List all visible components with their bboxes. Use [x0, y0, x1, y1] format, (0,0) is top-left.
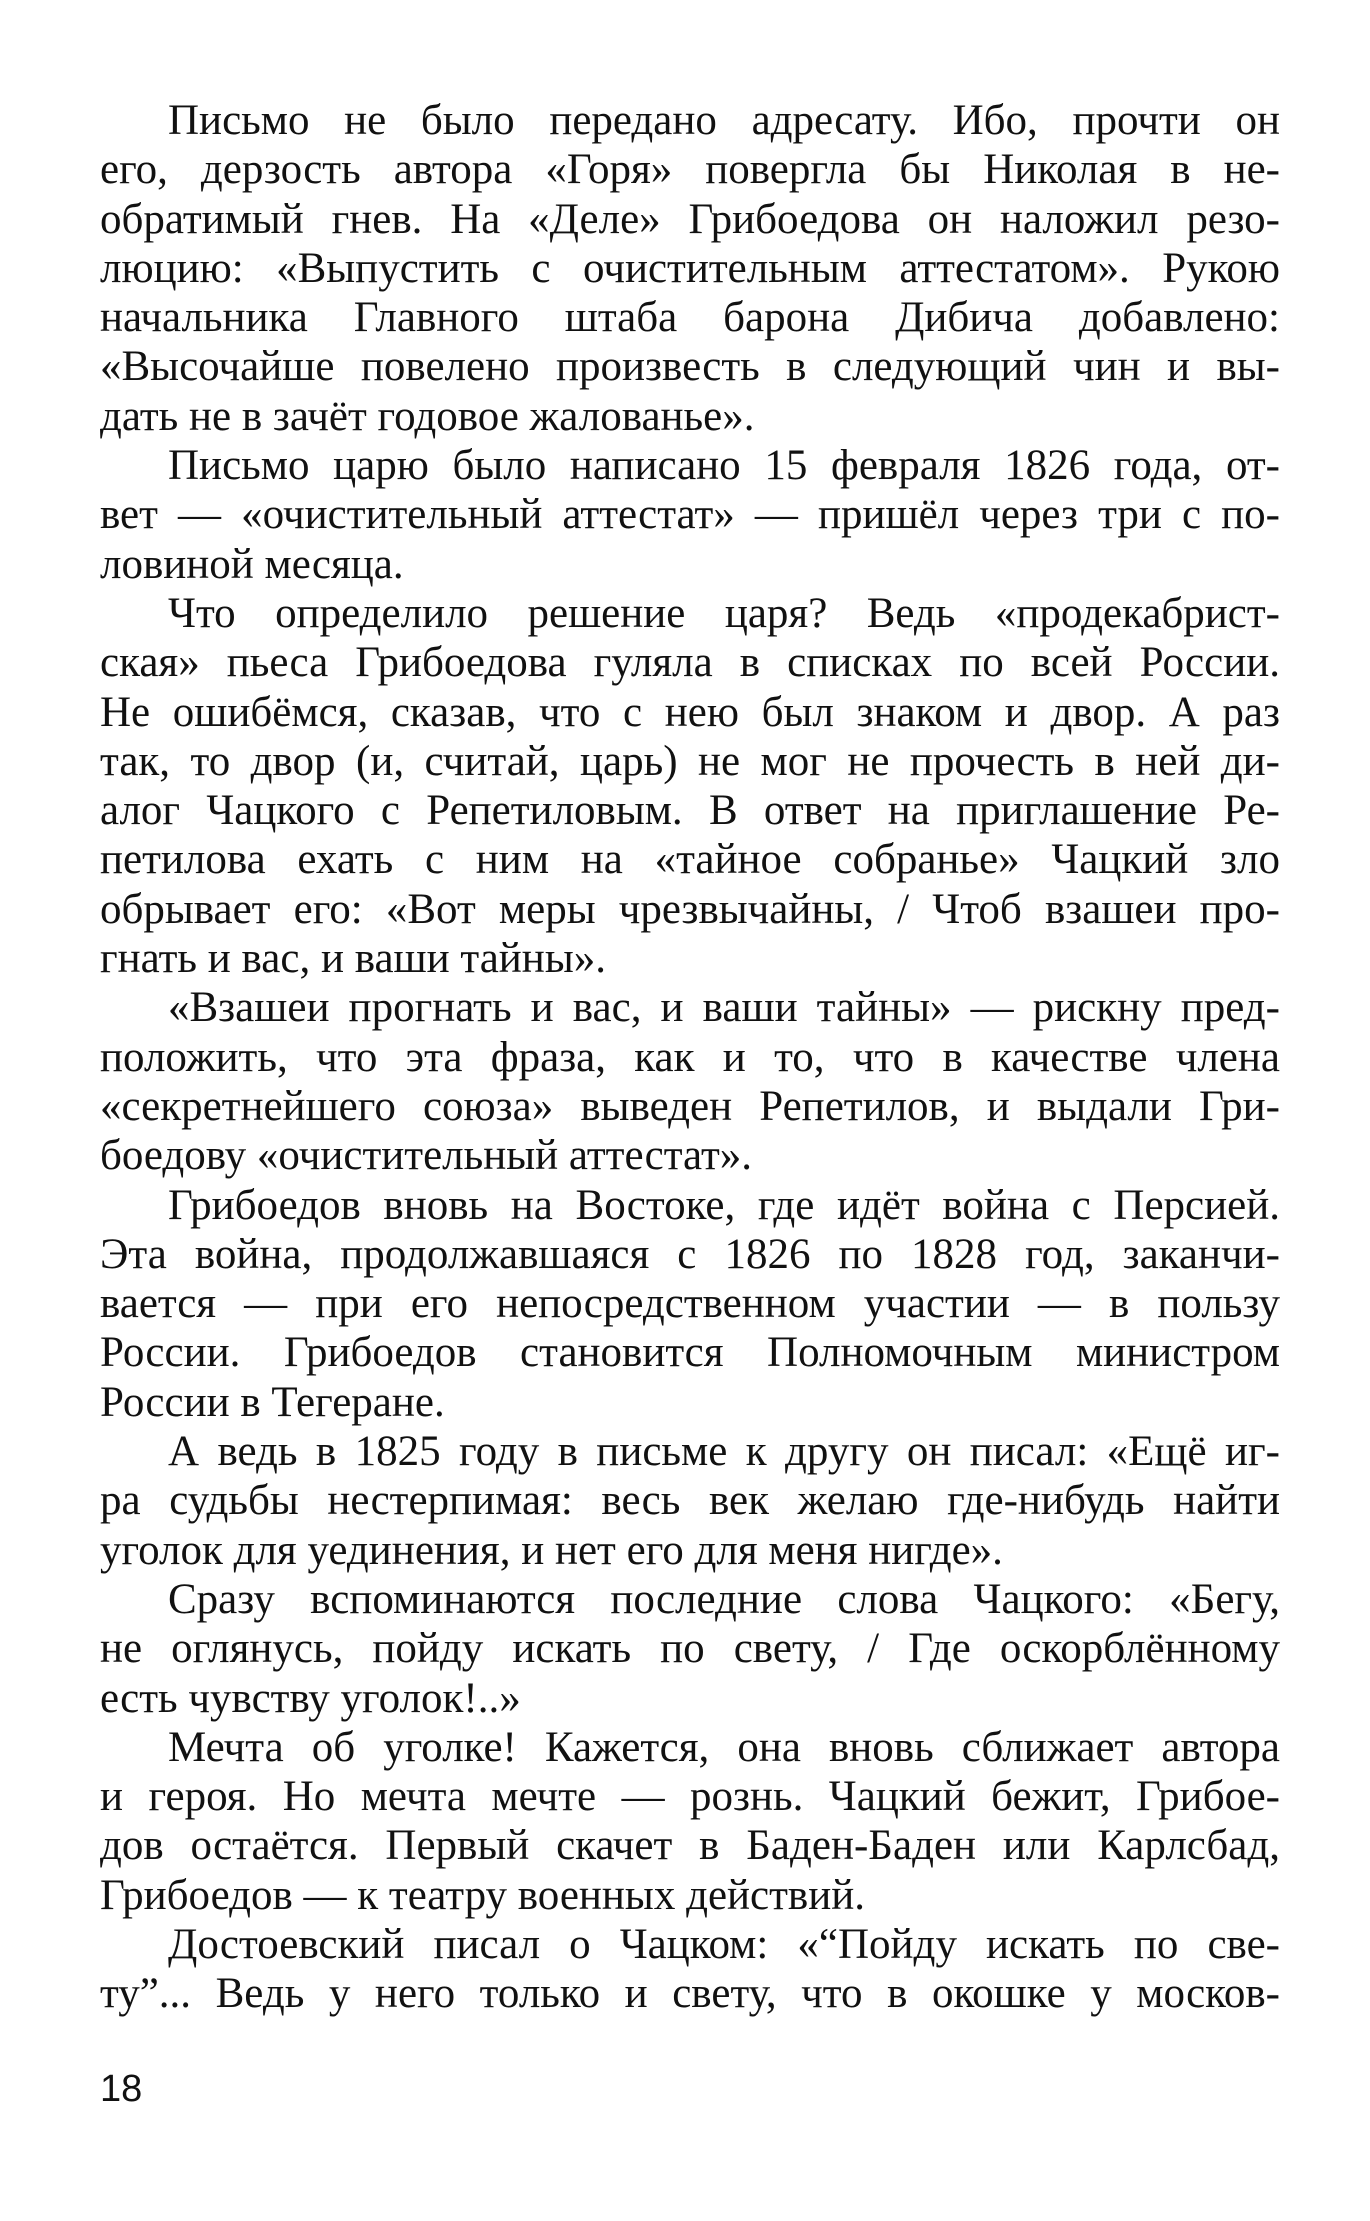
text-line: люцию: «Выпустить с очистительным аттестатом». Рукою [100, 244, 1280, 292]
text-line: есть чувству уголок!..» [100, 1674, 521, 1722]
text-line: гнать и вас, и ваши тайны». [100, 935, 606, 983]
text-line: ту”... Ведь у него только и свету, что в окошке у москов- [100, 1970, 1280, 2018]
text-line: Эта война, продолжавшаяся с 1826 по 1828 год, заканчи- [100, 1230, 1280, 1278]
text-line: «секретнейшего союза» выведен Репетилов, и выдали Гри- [100, 1082, 1280, 1130]
text-line: ская» пьеса Грибоедова гуляла в списках по всей России. [100, 639, 1280, 687]
text-line: так, то двор (и, считай, царь) не мог не прочесть в ней ди- [100, 737, 1280, 785]
text-line: обрывает его: «Вот меры чрезвычайны, / Чтоб взашеи про- [100, 885, 1280, 933]
text-line: Грибоедов вновь на Востоке, где идёт война с Персией. [168, 1181, 1280, 1229]
text-line: боедову «очистительный аттестат». [100, 1132, 753, 1180]
text-line: Не ошибёмся, сказав, что с нею был знаком и двор. А раз [100, 688, 1280, 736]
text-line: Достоевский писал о Чацком: «“Пойду искать по све- [168, 1920, 1280, 1968]
text-line: не оглянусь, пойду искать по свету, / Где оскорблённому [100, 1625, 1280, 1673]
text-line: вается — при его непосредственном участии — в пользу [100, 1280, 1280, 1328]
text-line: его, дерзость автора «Горя» повергла бы Николая в не- [100, 146, 1280, 194]
text-line: петилова ехать с ним на «тайное собранье» Чацкий зло [100, 836, 1280, 884]
text-line: Грибоедов — к театру военных действий. [100, 1871, 865, 1919]
text-line: Что определило решение царя? Ведь «продекабрист- [168, 589, 1280, 637]
text-line: вет — «очистительный аттестат» — пришёл через три с по- [100, 491, 1280, 539]
text-line: алог Чацкого с Репетиловым. В ответ на приглашение Ре- [100, 787, 1280, 835]
text-line: России в Тегеране. [100, 1378, 445, 1426]
text-line: Письмо не было передано адресату. Ибо, прочти он [168, 97, 1280, 144]
body-text [100, 96, 1280, 2019]
text-line: ра судьбы нестерпимая: весь век желаю где-нибудь найти [100, 1477, 1280, 1525]
text-line: дать не в зачёт годовое жалованье». [100, 392, 755, 440]
book-page [100, 96, 1280, 2019]
text-line: Письмо царю было написано 15 февраля 1826 года, от- [168, 442, 1280, 490]
text-line: России. Грибоедов становится Полномочным министром [100, 1329, 1280, 1377]
text-line: уголок для уединения, и нет его для меня нигде». [100, 1526, 1003, 1574]
page-number: 18 [100, 2068, 143, 2110]
text-line: Сразу вспоминаются последние слова Чацкого: «Бегу, [168, 1575, 1280, 1623]
text-line: Мечта об уголке! Кажется, она вновь сближает автора [168, 1723, 1280, 1771]
text-line: и героя. Но мечта мечте — рознь. Чацкий бежит, Грибое- [100, 1773, 1280, 1821]
text-line: положить, что эта фраза, как и то, что в качестве члена [100, 1033, 1280, 1081]
text-line: А ведь в 1825 году в письме к другу он писал: «Ещё иг- [168, 1428, 1280, 1476]
text-line: начальника Главного штаба барона Дибича добавлено: [100, 294, 1280, 342]
text-line: «Высочайше повелено произвесть в следующий чин и вы- [100, 343, 1280, 391]
text-line: обратимый гнев. На «Деле» Грибоедова он наложил резо- [100, 195, 1280, 243]
text-line: «Взашеи прогнать и вас, и ваши тайны» — рискну пред- [168, 984, 1280, 1032]
text-line: ловиной месяца. [100, 540, 404, 588]
text-line: дов остаётся. Первый скачет в Баден-Баден или Карлсбад, [100, 1822, 1280, 1870]
